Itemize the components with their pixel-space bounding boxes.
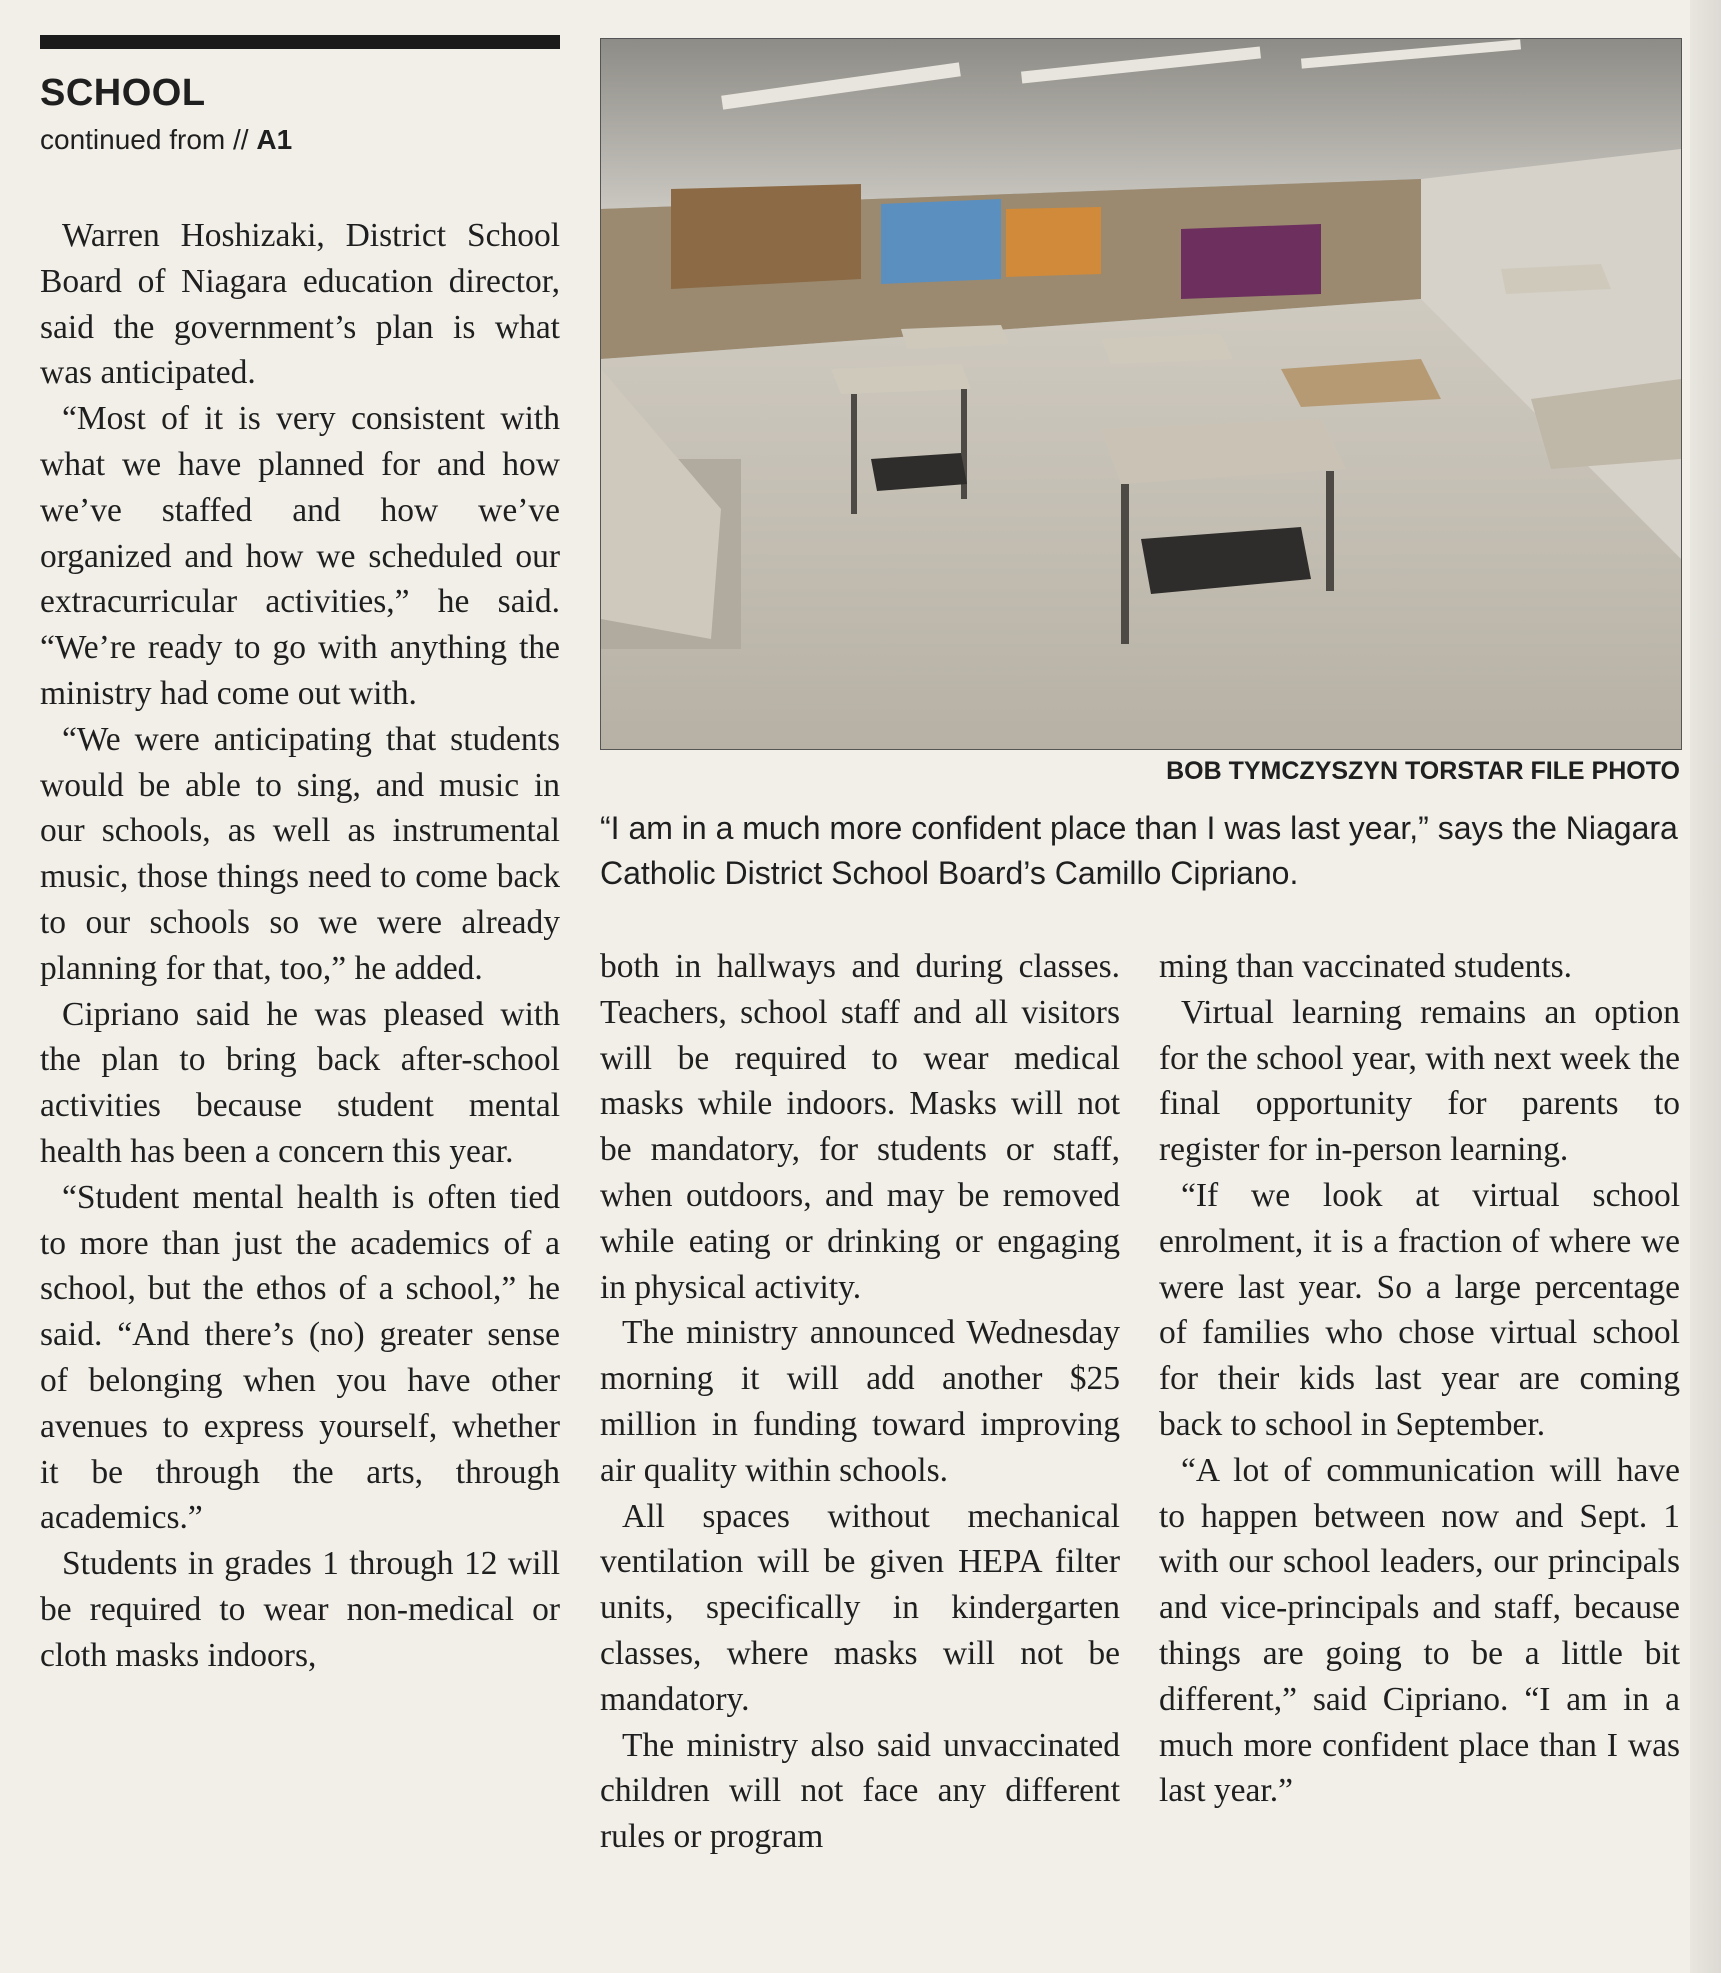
photo-caption: “I am in a much more confident place than I was last year,” says the Niagara Catholic District School Board’s Camillo Cipriano.	[600, 810, 1678, 891]
article-paragraph: “We were anticipating that students would be able to sing, and music in our schools, as well as instrumental music, those things need to come back to our schools so we were already planning for that, too,” he added.	[40, 720, 560, 987]
article-column-3	[1159, 944, 1680, 1814]
adjacent-page-edge	[1690, 0, 1721, 1973]
article-paragraph: Warren Hoshizaki, District School Board of Niagara education director, said the government’s plan is what was anticipated.	[40, 217, 560, 392]
article-column-1	[40, 213, 560, 1679]
article-paragraph: “Student mental health is often tied to more than just the academics of a school, but the ethos of a school,” he said. “And there’s (no) greater sense of belonging when you have other avenues to express yourself, whether it be through the arts, through academics.”	[40, 1178, 560, 1537]
classroom-photo-icon	[601, 39, 1681, 749]
section-title: SCHOOL	[40, 72, 206, 114]
continued-from-line	[40, 124, 292, 156]
article-paragraph: The ministry also said unvaccinated children will not face any different rules or program	[600, 1726, 1120, 1856]
classroom-photo	[600, 38, 1682, 750]
continued-prefix: continued from //	[40, 124, 257, 155]
article-paragraph: “A lot of communication will have to happen between now and Sept. 1 with our school leaders, our principals and vice-principals and staff, because things are going to be a little bit different,” said Cipriano. “I am in a much more confident place than I was last year.”	[1159, 1451, 1680, 1810]
article-paragraph: Virtual learning remains an option for the school year, with next week the final opportunity for parents to register for in-person learning.	[1159, 993, 1680, 1169]
article-column-2	[600, 944, 1120, 1860]
photo-credit: BOB TYMCZYSZYN TORSTAR FILE PHOTO	[1166, 757, 1680, 785]
article-paragraph: Cipriano said he was pleased with the plan to bring back after-school activities because student mental health has been a concern this year.	[40, 995, 560, 1170]
article-paragraph: Students in grades 1 through 12 will be required to wear non-medical or cloth masks indoors,	[40, 1545, 560, 1674]
article-paragraph: both in hallways and during classes. Teachers, school staff and all visitors will be required to wear medical masks while indoors. Masks will not be mandatory, for students or staff, when outdoors, and may be removed while eating or drinking or engaging in physical activity.	[600, 948, 1120, 1306]
article-paragraph: “Most of it is very consistent with what we have planned for and how we’ve staffed and how we’ve organized and how we scheduled our extracurricular activities,” he said. “We’re ready to go with anything the ministry had come out with.	[40, 400, 560, 712]
article-paragraph: The ministry announced Wednesday morning it will add another $25 million in funding toward improving air quality within schools.	[600, 1314, 1120, 1489]
section-rule	[40, 35, 560, 49]
article-paragraph: All spaces without mechanical ventilation will be given HEPA filter units, specifically in kindergarten classes, where masks will not be mandatory.	[600, 1497, 1120, 1718]
article-paragraph: “If we look at virtual school enrolment, it is a fraction of where we were last year. So a large percentage of families who chose virtual school for their kids last year are coming back to school in September.	[1159, 1176, 1680, 1443]
continued-page-ref: A1	[256, 124, 293, 155]
article-paragraph: ming than vaccinated students.	[1159, 948, 1573, 985]
